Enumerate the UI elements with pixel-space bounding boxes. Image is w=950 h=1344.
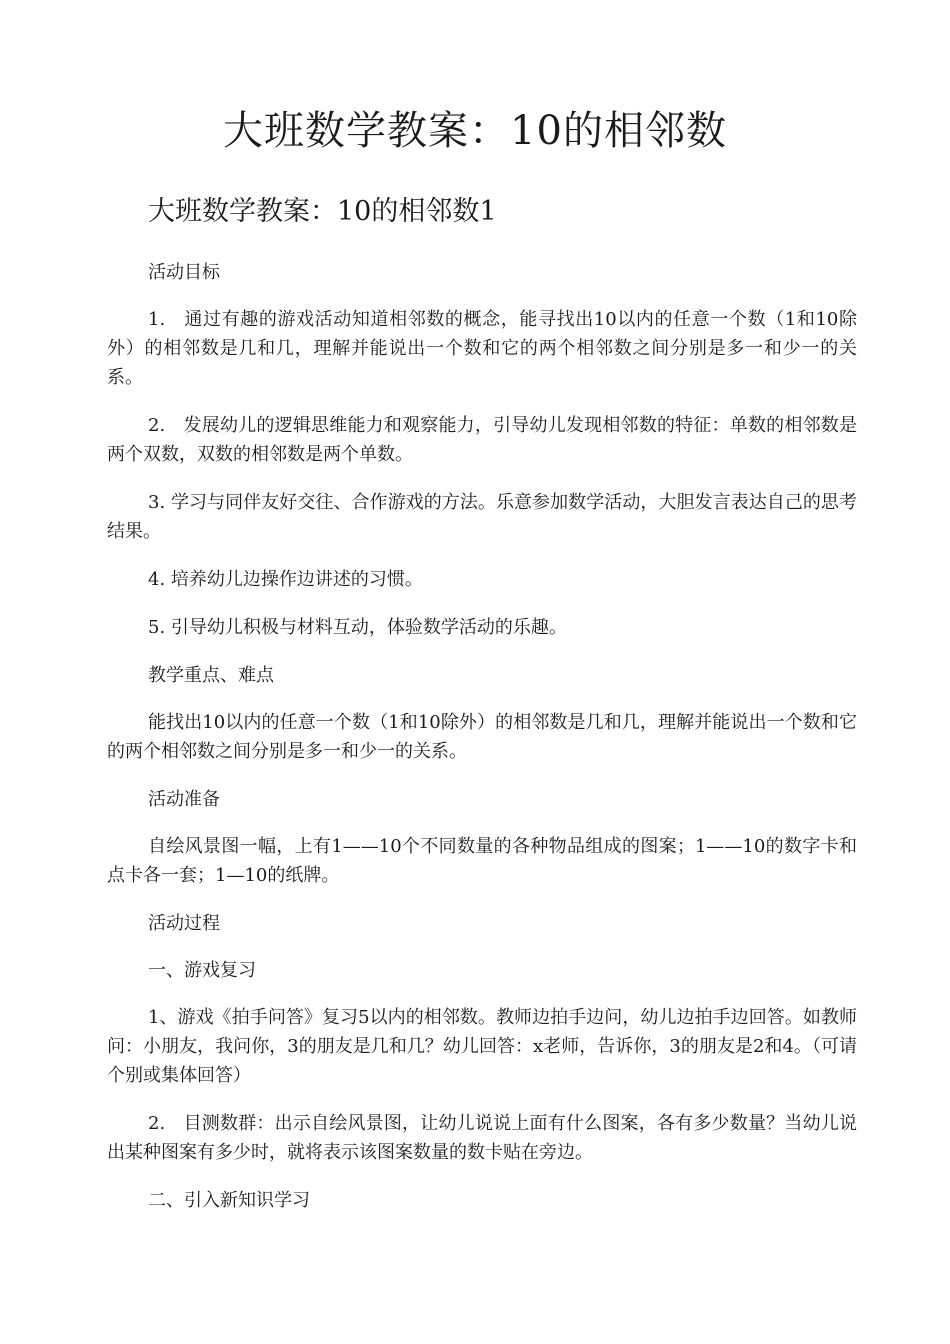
preparation-text: 自绘风景图一幅，上有1——10个不同数量的各种物品组成的图案；1——10的数字卡和点卡各一套；1—10的纸牌。 [107,836,857,886]
goal-item-5: 5. 引导幼儿积极与材料互动，体验数学活动的乐趣。 [148,617,567,638]
goal-item-2: 2. 发展幼儿的逻辑思维能力和观察能力，引导幼儿发现相邻数的特征：单数的相邻数是两个双数，双数的相邻数是两个单数。 [107,415,857,465]
process-step-1: 1、游戏《拍手问答》复习5以内的相邻数。教师边拍手边问，幼儿边拍手边回答。如教师问：小朋友，我问你，3的朋友是几和几？幼儿回答：x老师，告诉你，3的朋友是2和4。（可请个别或集体回答） [107,1007,857,1086]
heading-key-points: 教学重点、难点 [148,665,274,686]
document-title: 大班数学教案：10的相邻数 [223,108,727,154]
goal-item-4: 4. 培养幼儿边操作边讲述的习惯。 [148,569,423,590]
heading-process: 活动过程 [148,913,220,934]
goal-item-3: 3. 学习与同伴友好交往、合作游戏的方法。乐意参加数学活动，大胆发言表达自己的思考结果。 [107,492,857,542]
process-step-2: 2. 目测数群：出示自绘风景图，让幼儿说说上面有什么图案，各有多少数量？当幼儿说出某种图案有多少时，就将表示该图案数量的数卡贴在旁边。 [107,1113,857,1163]
document-body [107,258,857,1233]
section-heading: 大班数学教案：10的相邻数1 [148,196,497,227]
goal-item-1: 1. 通过有趣的游戏活动知道相邻数的概念，能寻找出10以内的任意一个数（1和10除外）的相邻数是几和几，理解并能说出一个数和它的两个相邻数之间分别是多一和少一的关系。 [107,309,857,388]
key-points-text: 能找出10以内的任意一个数（1和10除外）的相邻数是几和几，理解并能说出一个数和它的两个相邻数之间分别是多一和少一的关系。 [107,712,857,762]
heading-preparation: 活动准备 [148,789,220,810]
heading-new-knowledge: 二、引入新知识学习 [148,1190,310,1211]
heading-activity-goals: 活动目标 [148,262,220,283]
heading-game-review: 一、游戏复习 [148,960,256,981]
